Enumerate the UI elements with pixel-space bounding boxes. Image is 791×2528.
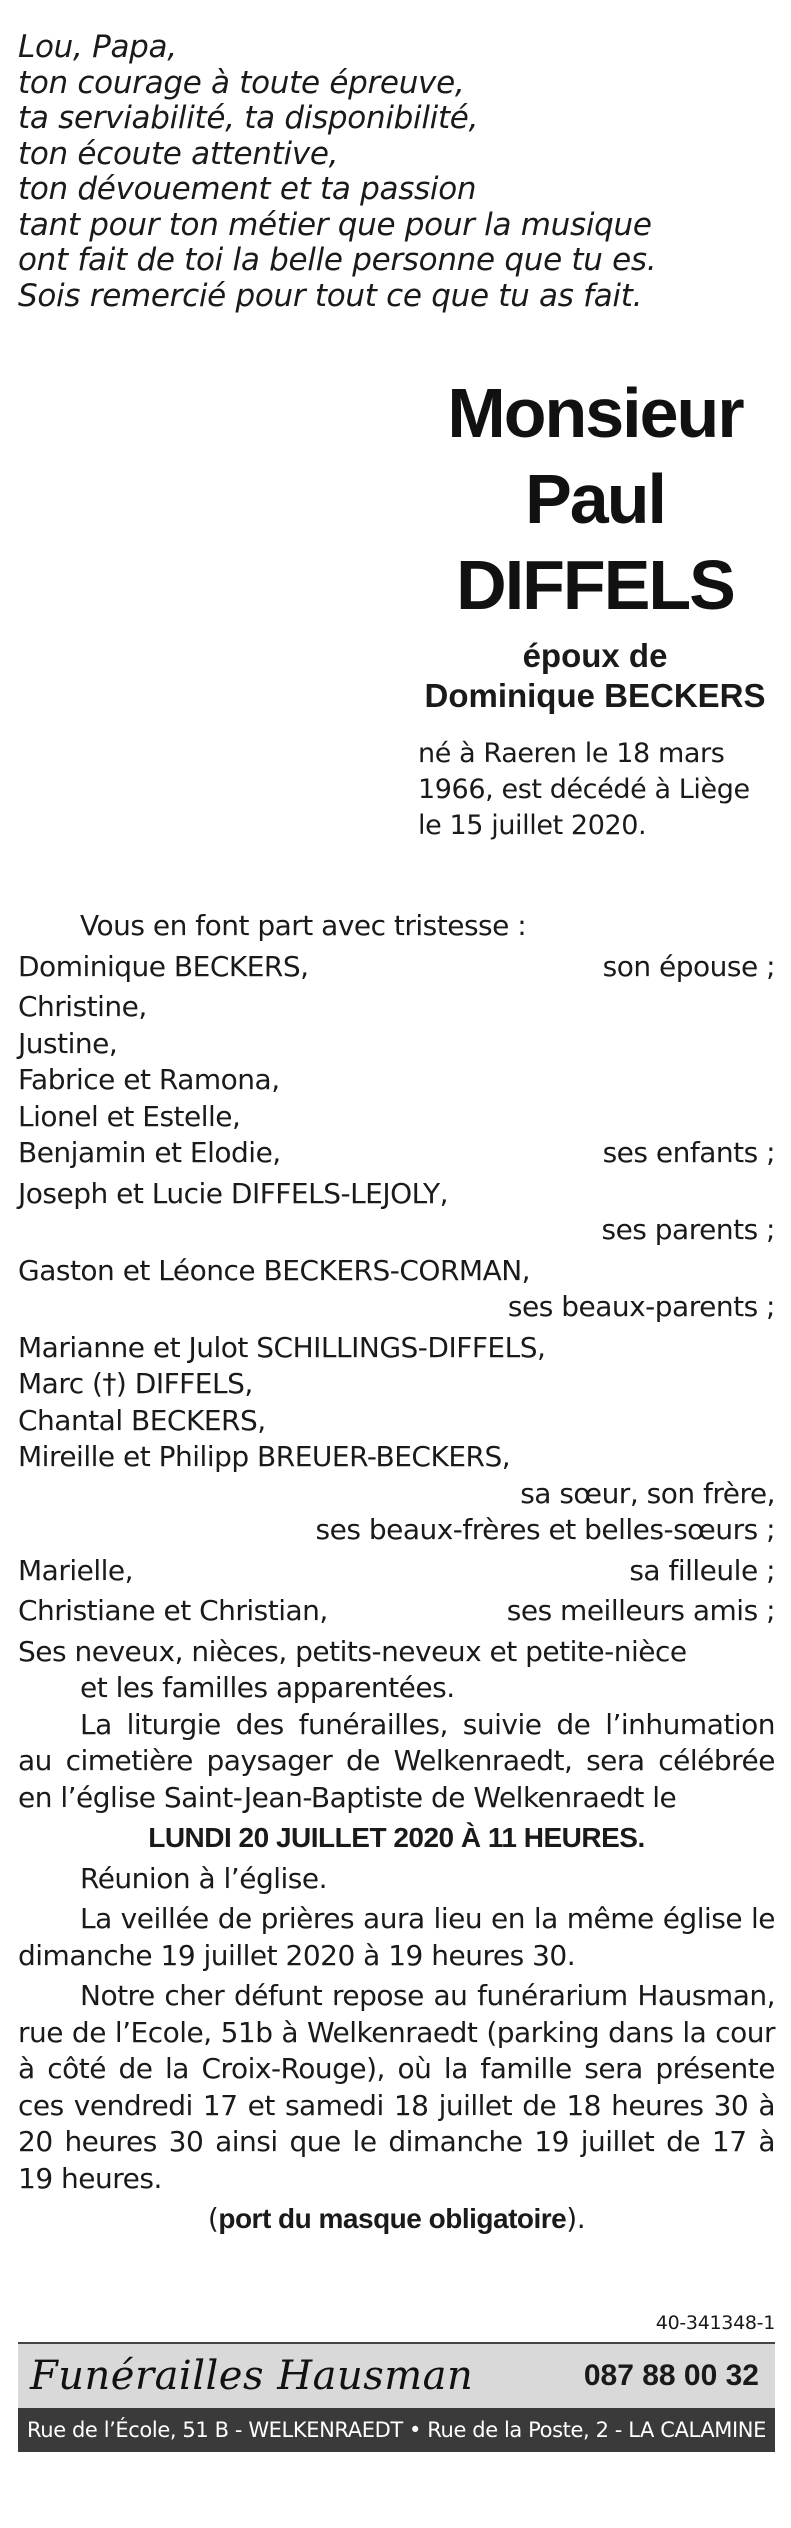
birth-death-info (418, 736, 778, 844)
family-name: Dominique BECKERS, (18, 949, 309, 983)
spouse-row (18, 949, 775, 986)
reunion-line: Réunion à l’église. (80, 1861, 327, 1895)
family-role: ses enfants ; (602, 1136, 775, 1169)
family-name: Marc (†) DIFFELS, (18, 1367, 253, 1400)
title: Monsieur (447, 374, 743, 452)
rest-paragraph: Notre cher défunt repose au funérarium Hausman, rue de l’Ecole, 51b à Welkenraedt (parking dans la cour à côté de la Croix-Rouge), où la famille sera présente ces vendredi 17 et samedi 18 juillet de 18 heures 30 à 20 heures 30 ainsi que le dimanche 19 juillet de 17 à 19 heures. (18, 1979, 775, 2195)
poem-line: tant pour ton métier que pour la musique (18, 206, 652, 243)
poem-line: Sois remercié pour tout ce que tu as fait. (18, 277, 643, 314)
goddaughter-row (18, 1553, 775, 1590)
parents-group (18, 1176, 775, 1249)
funeral-date: LUNDI 20 JUILLET 2020 À 11 HEURES. (148, 1822, 645, 1853)
poem-line: ont fait de toi la belle personne que tu es. (18, 242, 657, 278)
liturgy-paragraph: La liturgie des funérailles, suivie de l’inhumation au cimetière paysager de Welkenraedt, sera célébrée en l’église Saint-Jean-Baptiste de Welkenraedt le (18, 1707, 775, 1814)
family-name: Mireille et Philipp BREUER-BECKERS, (18, 1440, 511, 1473)
inlaws-group (18, 1253, 775, 1326)
poem (18, 30, 778, 314)
family-name: Marianne et Julot SCHILLINGS-DIFFELS, (18, 1330, 546, 1364)
birth-line: né à Raeren le 18 mars (418, 738, 725, 769)
portrait-photo (62, 400, 354, 870)
family-name: Christine, (18, 990, 147, 1023)
birth-line: le 15 juillet 2020. (418, 810, 647, 841)
announcement-body (18, 908, 775, 2238)
family-role: ses beaux-frères et belles-sœurs ; (315, 1513, 775, 1546)
reference-number: 40-341348-1 (655, 2312, 775, 2334)
family-role: sa filleule ; (629, 1553, 775, 1587)
poem-line: ta serviabilité, ta disponibilité, (18, 100, 479, 136)
birth-line: 1966, est décédé à Liège (418, 774, 750, 805)
last-name: DIFFELS (456, 546, 734, 624)
family-name: Lionel et Estelle, (18, 1099, 241, 1133)
family-name: Gaston et Léonce BECKERS-CORMAN, (18, 1253, 531, 1287)
family-name: Christiane et Christian, (18, 1594, 328, 1627)
poem-line: ton écoute attentive, (18, 135, 339, 172)
family-role: son épouse ; (602, 949, 775, 983)
first-name: Paul (525, 460, 665, 538)
family-name: Justine, (18, 1026, 118, 1060)
mask-notice: (port du masque obligatoire). (207, 2202, 586, 2235)
family-name: Fabrice et Ramona, (18, 1063, 280, 1096)
vigil-paragraph: La veillée de prières aura lieu en la même église le dimanche 19 juillet 2020 à 19 heures 30. (18, 1902, 775, 1972)
intro-line: Vous en font part avec tristesse : (80, 909, 527, 942)
family-role: ses parents ; (601, 1213, 775, 1246)
siblings-group (18, 1330, 775, 1549)
poem-line: ton courage à toute épreuve, (18, 64, 465, 101)
family-role: ses meilleurs amis ; (506, 1594, 775, 1627)
family-line: et les familles apparentées. (80, 1671, 455, 1704)
footer-banner (18, 2344, 775, 2408)
family-name: Chantal BECKERS, (18, 1403, 266, 1437)
children-row (18, 1135, 775, 1172)
footer-addresses: Rue de l’École, 51 B - WELKENRAEDT • Rue de la Poste, 2 - LA CALAMINE (18, 2408, 775, 2452)
funeral-home-brand: Funérailles Hausman (30, 2353, 474, 2399)
extended-family (18, 1634, 775, 1707)
friends-row (18, 1593, 775, 1630)
spouse-info (410, 636, 780, 716)
funeral-home-footer (18, 2342, 775, 2460)
family-line: Ses neveux, nièces, petits-neveux et petite-nièce (18, 1634, 687, 1668)
spouse-line: époux de (522, 637, 668, 674)
poem-line: ton dévouement et ta passion (18, 171, 477, 207)
family-name: Benjamin et Elodie, (18, 1136, 281, 1169)
family-role: ses beaux-parents ; (507, 1290, 775, 1323)
phone-number: 087 88 00 32 (583, 2359, 759, 2392)
poem-line: Lou, Papa, (18, 29, 177, 65)
family-name: Joseph et Lucie DIFFELS-LEJOLY, (18, 1176, 449, 1210)
children-group (18, 989, 775, 1172)
family-role: sa sœur, son frère, (520, 1476, 775, 1510)
deceased-name (410, 370, 780, 628)
family-name: Marielle, (18, 1553, 134, 1587)
spouse-name: Dominique BECKERS (424, 677, 766, 714)
